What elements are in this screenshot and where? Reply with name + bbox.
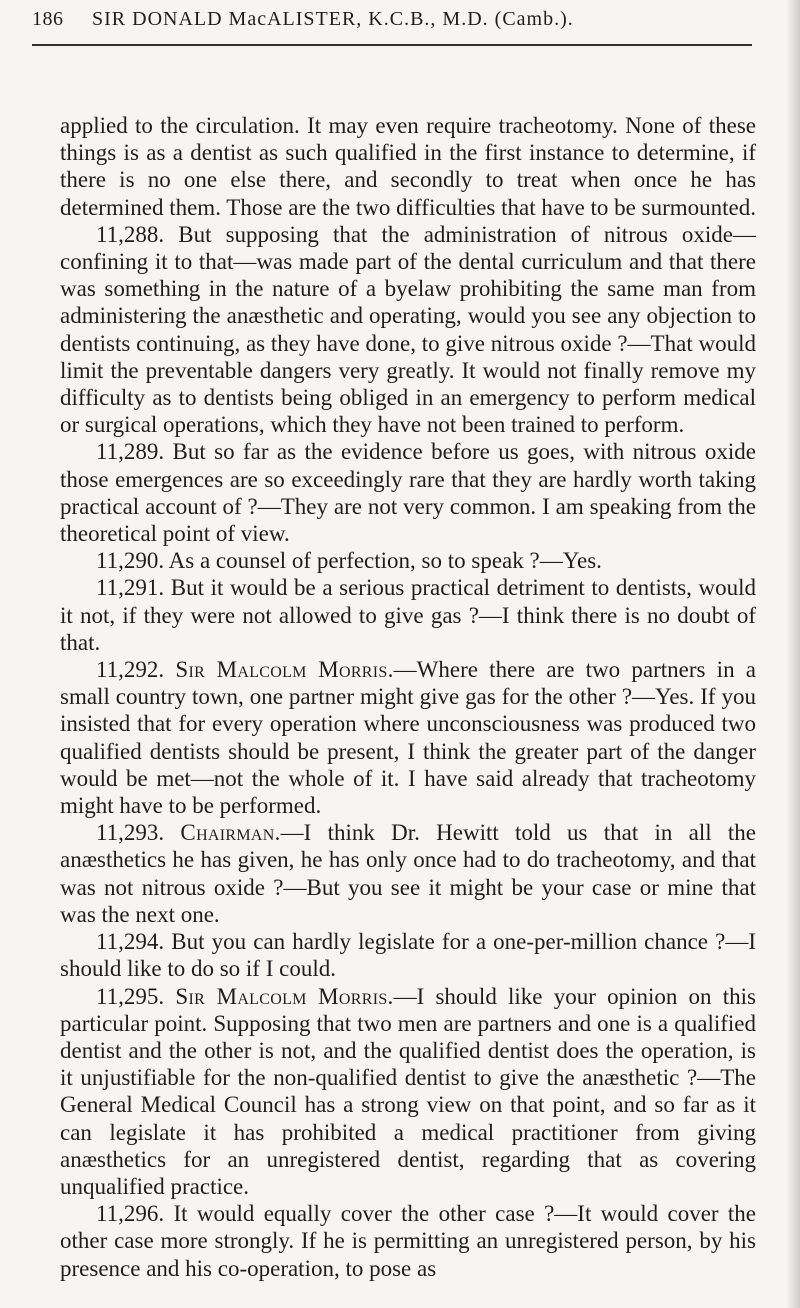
speaker-name: Sir Malcolm Morris. [175, 983, 394, 1009]
question-number: 11,291. [96, 575, 165, 601]
question-number: 11,292. [96, 657, 165, 683]
paragraph [60, 1200, 756, 1282]
paragraph-text: But so far as the evidence before us goes, with nitrous oxide those emergences are so exceedingly rare that they are hardly worth taking practical account of ?—They are not very common. I am speaking from the theoretical point of view. [60, 439, 756, 547]
paragraph [60, 112, 756, 221]
question-number: 11,293. [96, 820, 165, 846]
question-number: 11,288. [96, 221, 165, 247]
page-number: 186 [32, 8, 64, 30]
paragraph-text: —I think Dr. Hewitt told us that in all the anæsthetics he has given, he has only once had to do tracheotomy, and that was not nitrous oxide ?—But you see it might be your case or mine that was the next one. [60, 820, 756, 927]
paragraph-text: As a counsel of perfection, so to speak ?—Yes. [168, 548, 602, 574]
paragraph [60, 221, 756, 439]
paragraph-text: applied to the circulation. It may even require tracheotomy. None of these things is as a dentist as such qualified in the first instance to determine, if there is no one else there, and secondly to treat when once he has determined them. Those are the two difficulties that have to be surmounted. [60, 113, 756, 220]
paragraph [60, 656, 756, 819]
question-number: 11,290. [96, 548, 165, 574]
page-body [60, 112, 756, 1282]
page-edge-shadow [786, 0, 800, 1308]
paragraph [60, 983, 756, 1201]
paragraph [60, 438, 756, 547]
paragraph [60, 547, 756, 574]
question-number: 11,295. [96, 983, 165, 1009]
question-number: 11,289. [96, 439, 165, 465]
paragraph-text: But you can hardly legislate for a one-per-million chance ?—I should like to do so if I could. [60, 929, 757, 982]
question-number: 11,296. [96, 1201, 165, 1227]
header-rule [32, 44, 752, 46]
paragraph-text: It would equally cover the other case ?—It would cover the other case more strongly. If he is permitting an unregistered person, by his presence and his co-operation, to pose as [60, 1201, 756, 1281]
paragraph-text: But it would be a serious practical detriment to dentists, would it not, if they were not allowed to give gas ?—I think there is no doubt of that. [60, 575, 756, 655]
paragraph [60, 819, 756, 928]
paragraph-text: But supposing that the administration of nitrous oxide—confining it to that—was made part of the dental curriculum and that there was something in the nature of a byelaw prohibiting the same man from administering the anæsthetic and operating, would you see any objection to dentists continuing, as they have done, to give nitrous oxide ?—That would limit the preventable dangers very greatly. It would not finally remove my difficulty as to dentists being obliged in an emergency to perform medical or surgical operations, which they have not been trained to perform. [60, 221, 756, 438]
paragraph [60, 928, 756, 982]
running-head: SIR DONALD MacALISTER, K.C.B., M.D. (Camb.). [92, 8, 574, 30]
speaker-name: Chairman. [180, 820, 281, 846]
question-number: 11,294. [96, 929, 165, 955]
page-header [32, 8, 752, 58]
speaker-name: Sir Malcolm Morris. [175, 657, 394, 683]
paragraph-text: —Where there are two partners in a small country town, one partner might give gas for the other ?—Yes. If you insisted that for every operation where unconsciousness was produced two qualified dentists should be present, I think the greater part of the danger would be met—not the whole of it. I have said already that tracheotomy might have to be performed. [60, 657, 757, 819]
paragraph-text: —I should like your opinion on this particular point. Supposing that two men are partners and one is a qualified dentist and the other is not, and the qualified dentist does the operation, is it unjustifiable for the non-qualified dentist to give the anæsthetic ?—The General Medical Council has a strong view on that point, and so far as it can legislate it has prohibited a medical practitioner from giving anæsthetics for an unregistered dentist, regarding that as covering unqualified practice. [60, 983, 756, 1199]
paragraph [60, 574, 756, 656]
